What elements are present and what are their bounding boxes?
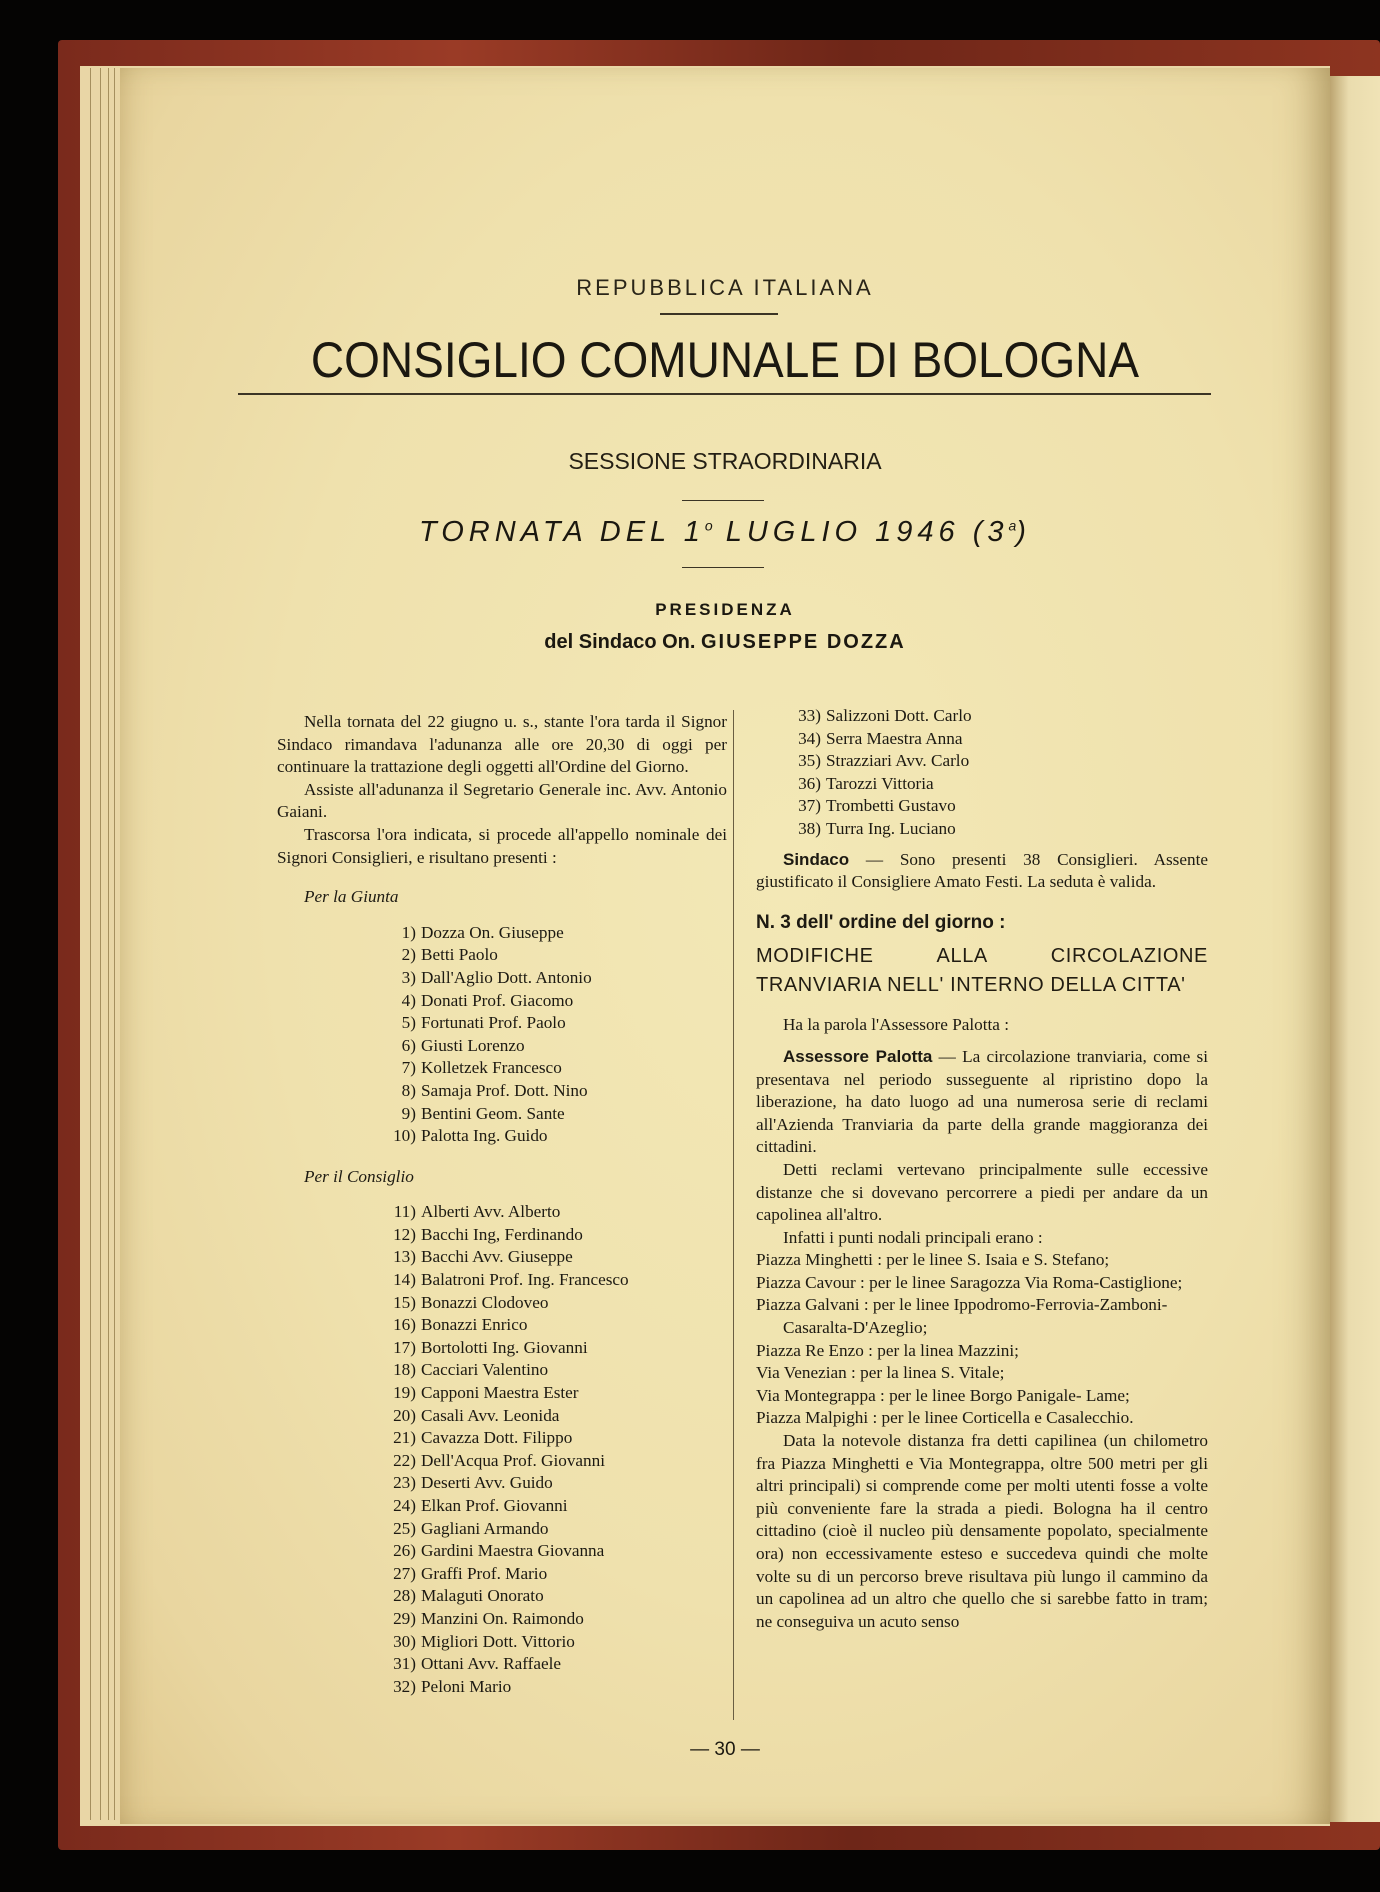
member-name: Turra Ing. Luciano: [826, 818, 956, 838]
member-name: Strazziari Avv. Carlo: [826, 751, 970, 771]
member-number: 18): [393, 1360, 416, 1380]
member-number: 1): [401, 922, 416, 942]
member-item: [387, 1631, 727, 1654]
node-item: Piazza Minghetti : per le linee S. Isaia e S. Stefano;: [756, 1250, 1110, 1270]
member-name: Elkan Prof. Giovanni: [421, 1496, 568, 1515]
member-item: [387, 1427, 727, 1450]
giunta-label: Per la Giunta: [304, 887, 399, 907]
member-item: [387, 1080, 727, 1103]
nodes-list: [756, 1249, 1208, 1430]
member-item: [792, 728, 1208, 751]
member-name: Graffi Prof. Mario: [421, 1563, 548, 1583]
member-name: Bonazzi Enrico: [421, 1315, 528, 1335]
member-item: [387, 1676, 727, 1699]
member-item: [387, 1201, 727, 1224]
member-item: [387, 1337, 727, 1360]
member-name: Bortolotti Ing. Giovanni: [421, 1337, 588, 1357]
member-name: Serra Maestra Anna: [826, 728, 963, 748]
member-name: Ottani Avv. Raffaele: [421, 1654, 561, 1674]
member-number: 2): [401, 945, 416, 965]
intro-paragraph: Trascorsa l'ora indicata, si procede all'appello nominale dei Signori Consiglieri, e risultano presenti :: [277, 824, 727, 867]
consiglio-label: Per il Consiglio: [304, 1166, 414, 1186]
column-divider: [733, 710, 734, 1720]
member-item: [387, 967, 727, 990]
member-name: Malaguti Onorato: [421, 1586, 544, 1606]
speaker-name: Assessore Palotta: [783, 1046, 933, 1066]
speech-paragraph: Detti reclami vertevano principalmente sulle eccessive distanze che si dovevano percorrere a piedi per andare da un capolinea all'altro.: [756, 1159, 1208, 1225]
member-name: Balatroni Prof. Ing. Francesco: [421, 1270, 629, 1290]
member-item: [387, 1035, 727, 1058]
member-name: Betti Paolo: [421, 945, 498, 965]
member-number: 9): [401, 1103, 416, 1123]
member-item: [387, 1224, 727, 1247]
speech-paragraph: Assessore Palotta — La circolazione tranviaria, come si presentava nel periodo susseguente al ripristino dopo la liberazione, ha dato luogo ad una numerosa serie di reclami all'Azienda Tranviaria da parte della grande maggioranza dei cittadini.: [756, 1046, 1209, 1157]
node-item: Via Venezian : per la linea S. Vitale;: [756, 1363, 1005, 1383]
member-number: 6): [401, 1035, 416, 1055]
member-item: [792, 705, 1208, 728]
document-page: [120, 68, 1330, 1824]
member-number: 3): [401, 967, 416, 987]
consiglio-list-continued: [792, 705, 1208, 841]
sindaco-statement: Sindaco — Sono presenti 38 Consiglieri. Assente giustificato il Consigliere Amato Festi. La seduta è valida.: [756, 849, 1208, 892]
member-number: 37): [798, 796, 821, 816]
title-underline: [238, 393, 1211, 395]
member-name: Peloni Mario: [421, 1676, 512, 1696]
node-item: Piazza Malpighi : per le linee Corticella e Casalecchio.: [756, 1408, 1134, 1428]
member-item: [387, 1585, 727, 1608]
member-number: 25): [393, 1518, 416, 1538]
member-number: 29): [393, 1608, 416, 1628]
member-number: 36): [798, 773, 821, 793]
member-item: [387, 1382, 727, 1405]
member-name: Donati Prof. Giacomo: [421, 990, 574, 1010]
member-name: Kolletzek Francesco: [421, 1058, 562, 1078]
member-item: [387, 1125, 727, 1148]
member-item: [792, 750, 1208, 773]
member-item: [387, 1246, 727, 1269]
page-title: CONSIGLIO COMUNALE DI BOLOGNA: [310, 332, 1140, 388]
member-item: [387, 1012, 727, 1035]
member-number: 30): [393, 1631, 416, 1651]
member-number: 32): [393, 1676, 416, 1696]
republic-heading: REPUBBLICA ITALIANA: [576, 275, 874, 300]
member-name: Cavazza Dott. Filippo: [421, 1428, 573, 1448]
member-number: 19): [393, 1383, 416, 1403]
member-name: Alberti Avv. Alberto: [421, 1202, 561, 1222]
member-name: Dell'Acqua Prof. Giovanni: [421, 1450, 606, 1470]
speaker-name: Sindaco: [783, 849, 850, 869]
member-name: Dall'Aglio Dott. Antonio: [421, 967, 592, 987]
intro-paragraph: Nella tornata del 22 giugno u. s., stante l'ora tarda il Signor Sindaco rimandava l'adunanza alle ore 20,30 di oggi per continuare la trattazione degli oggetti all'Ordine del Giorno.: [277, 712, 727, 777]
divider-rule: [682, 500, 764, 501]
member-item: [387, 1103, 727, 1126]
member-number: 7): [401, 1058, 416, 1078]
member-item: [792, 818, 1208, 841]
member-name: Giusti Lorenzo: [421, 1035, 525, 1055]
member-number: 26): [393, 1541, 416, 1561]
member-name: Bacchi Avv. Giuseppe: [421, 1247, 573, 1267]
member-item: [387, 1608, 727, 1631]
member-item: [387, 1518, 727, 1541]
member-item: [387, 990, 727, 1013]
member-name: Salizzoni Dott. Carlo: [826, 706, 972, 725]
member-name: Bentini Geom. Sante: [421, 1103, 565, 1123]
consiglio-list: [387, 1201, 727, 1698]
member-number: 15): [393, 1292, 416, 1312]
right-column: [756, 705, 1208, 1633]
giunta-list: [387, 922, 727, 1148]
member-item: [387, 1653, 727, 1676]
node-item: Piazza Galvani : per le linee Ippodromo-Ferrovia-Zamboni-Casaralta-D'Azeglio;: [756, 1295, 1168, 1338]
member-item: [792, 773, 1208, 796]
member-number: 24): [393, 1496, 416, 1515]
member-number: 28): [393, 1586, 416, 1606]
member-item: [387, 944, 727, 967]
member-number: 13): [393, 1247, 416, 1267]
member-item: [387, 1450, 727, 1473]
member-name: Fortunati Prof. Paolo: [421, 1013, 566, 1033]
member-item: [387, 1540, 727, 1563]
left-column: [277, 711, 727, 1698]
member-item: [387, 1472, 727, 1495]
node-item: Via Montegrappa : per le linee Borgo Panigale- Lame;: [756, 1385, 1130, 1405]
member-name: Bonazzi Clodoveo: [421, 1292, 549, 1312]
member-item: [387, 1057, 727, 1080]
member-item: [387, 1269, 727, 1292]
member-number: 17): [393, 1337, 416, 1357]
intro-paragraph: Assiste all'adunanza il Segretario Generale inc. Avv. Antonio Gaiani.: [277, 779, 727, 822]
node-item: Piazza Re Enzo : per la linea Mazzini;: [756, 1340, 1019, 1360]
member-number: 27): [393, 1563, 416, 1583]
member-name: Trombetti Gustavo: [826, 796, 956, 816]
agenda-title: MODIFICHE ALLA CIRCOLAZIONE TRANVIARIA NELL' INTERNO DELLA CITTA': [756, 945, 1208, 997]
member-item: [387, 1314, 727, 1337]
member-name: Casali Avv. Leonida: [421, 1405, 560, 1425]
member-item: [387, 1495, 727, 1518]
member-item: [792, 795, 1208, 818]
member-number: 34): [798, 728, 821, 748]
divider-rule: [660, 313, 778, 315]
member-number: 8): [401, 1080, 416, 1100]
page-number: — 30 —: [690, 1739, 760, 1760]
member-number: 21): [393, 1428, 416, 1448]
member-name: Cacciari Valentino: [421, 1360, 549, 1380]
member-number: 4): [401, 990, 416, 1010]
member-name: Gardini Maestra Giovanna: [421, 1541, 605, 1561]
member-name: Bacchi Ing, Ferdinando: [421, 1224, 583, 1244]
member-number: 38): [798, 818, 821, 838]
member-number: 22): [393, 1450, 416, 1470]
member-name: Dozza On. Giuseppe: [421, 922, 564, 942]
member-number: 33): [798, 706, 821, 725]
speech-paragraph: Data la notevole distanza fra detti capilinea (un chilometro fra Piazza Minghetti e Via Montegrappa, oltre 500 metri per gli altri principali) si comprende come per molti utenti fosse a volte più conveniente fare la strada a piedi. Bologna ha il centro cittadino (cioè il nucleo più densamente popolato, specialmente ora) non eccessivamente esteso e succedeva quindi che molte volte su di un percorso breve risultava più lungo il cammino da un capolinea ad un altro che quello che si sarebbe fatto in tram; ne conseguiva un acuto senso: [756, 1431, 1208, 1631]
member-number: 11): [393, 1202, 416, 1222]
member-number: 23): [393, 1473, 416, 1493]
divider-rule: [682, 567, 764, 568]
tornata-heading: TORNATA DEL 1$^o$ LUGLIO 1946 (3$^a$): [419, 516, 1031, 548]
session-heading: SESSIONE STRAORDINARIA: [568, 448, 882, 474]
member-name: Samaja Prof. Dott. Nino: [421, 1080, 588, 1100]
agenda-heading: N. 3 dell' ordine del giorno :: [756, 911, 1006, 933]
member-item: [387, 1405, 727, 1428]
member-item: [387, 1359, 727, 1382]
presidenza-heading: PRESIDENZA: [655, 600, 795, 619]
speech-paragraph: Infatti i punti nodali principali erano :: [783, 1227, 1043, 1247]
member-name: Capponi Maestra Ester: [421, 1383, 579, 1403]
member-item: [387, 922, 727, 945]
next-page-edge: [1328, 76, 1380, 1822]
member-number: 35): [798, 751, 821, 771]
member-number: 12): [393, 1224, 416, 1244]
member-name: Tarozzi Vittoria: [826, 773, 934, 793]
member-number: 5): [401, 1013, 416, 1033]
member-number: 31): [393, 1654, 416, 1674]
member-name: Gagliani Armando: [421, 1518, 549, 1538]
member-name: Manzini On. Raimondo: [421, 1608, 584, 1628]
member-number: 10): [393, 1126, 416, 1146]
node-item: Piazza Cavour : per le linee Saragozza Via Roma-Castiglione;: [756, 1272, 1183, 1292]
presidente-line: del Sindaco On. GIUSEPPE DOZZA: [544, 631, 906, 653]
member-name: Deserti Avv. Guido: [421, 1473, 553, 1493]
member-item: [387, 1563, 727, 1586]
member-name: Palotta Ing. Guido: [421, 1126, 548, 1146]
floor-announcement: Ha la parola l'Assessore Palotta :: [783, 1015, 1009, 1035]
member-number: 14): [393, 1270, 416, 1290]
member-item: [387, 1292, 727, 1315]
member-number: 20): [393, 1405, 416, 1425]
member-name: Migliori Dott. Vittorio: [421, 1631, 575, 1651]
member-number: 16): [393, 1315, 416, 1335]
